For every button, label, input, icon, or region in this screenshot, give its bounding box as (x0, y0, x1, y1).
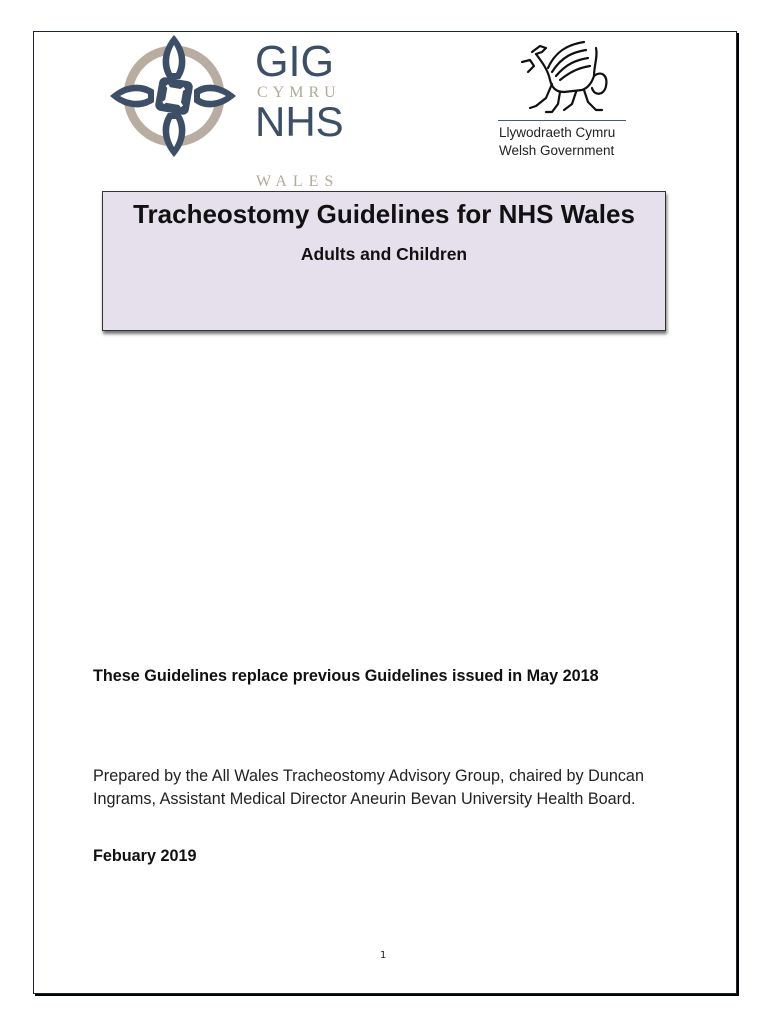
page-number: 1 (380, 950, 387, 961)
welsh-government-logo (498, 40, 626, 162)
prepared-by-text: Prepared by the All Wales Tracheostomy Advisory Group, chaired by Duncan Ingrams, Assistant Medical Director Aneurin Bevan University Health Board. (93, 767, 644, 808)
page-subtitle: Adults and Children (300, 244, 468, 264)
wordmark-wales: WALES (256, 173, 340, 190)
wg-line-english: Welsh Government (499, 143, 615, 158)
celtic-knot-icon (108, 33, 238, 159)
wg-line-welsh: Llywodraeth Cymru (499, 125, 616, 140)
wordmark-nhs: NHS (255, 98, 344, 145)
page-title: Tracheostomy Guidelines for NHS Wales (133, 199, 635, 229)
divider (498, 120, 626, 121)
welsh-dragon-icon (512, 40, 612, 116)
welsh-government-text (499, 124, 615, 160)
wordmark-cymru: CYMRU (257, 84, 341, 101)
replacement-note: These Guidelines replace previous Guidelines issued in May 2018 (93, 667, 599, 685)
title-box (102, 191, 666, 331)
publication-date: Febuary 2019 (93, 847, 197, 865)
wordmark-gig: GIG (255, 37, 335, 86)
